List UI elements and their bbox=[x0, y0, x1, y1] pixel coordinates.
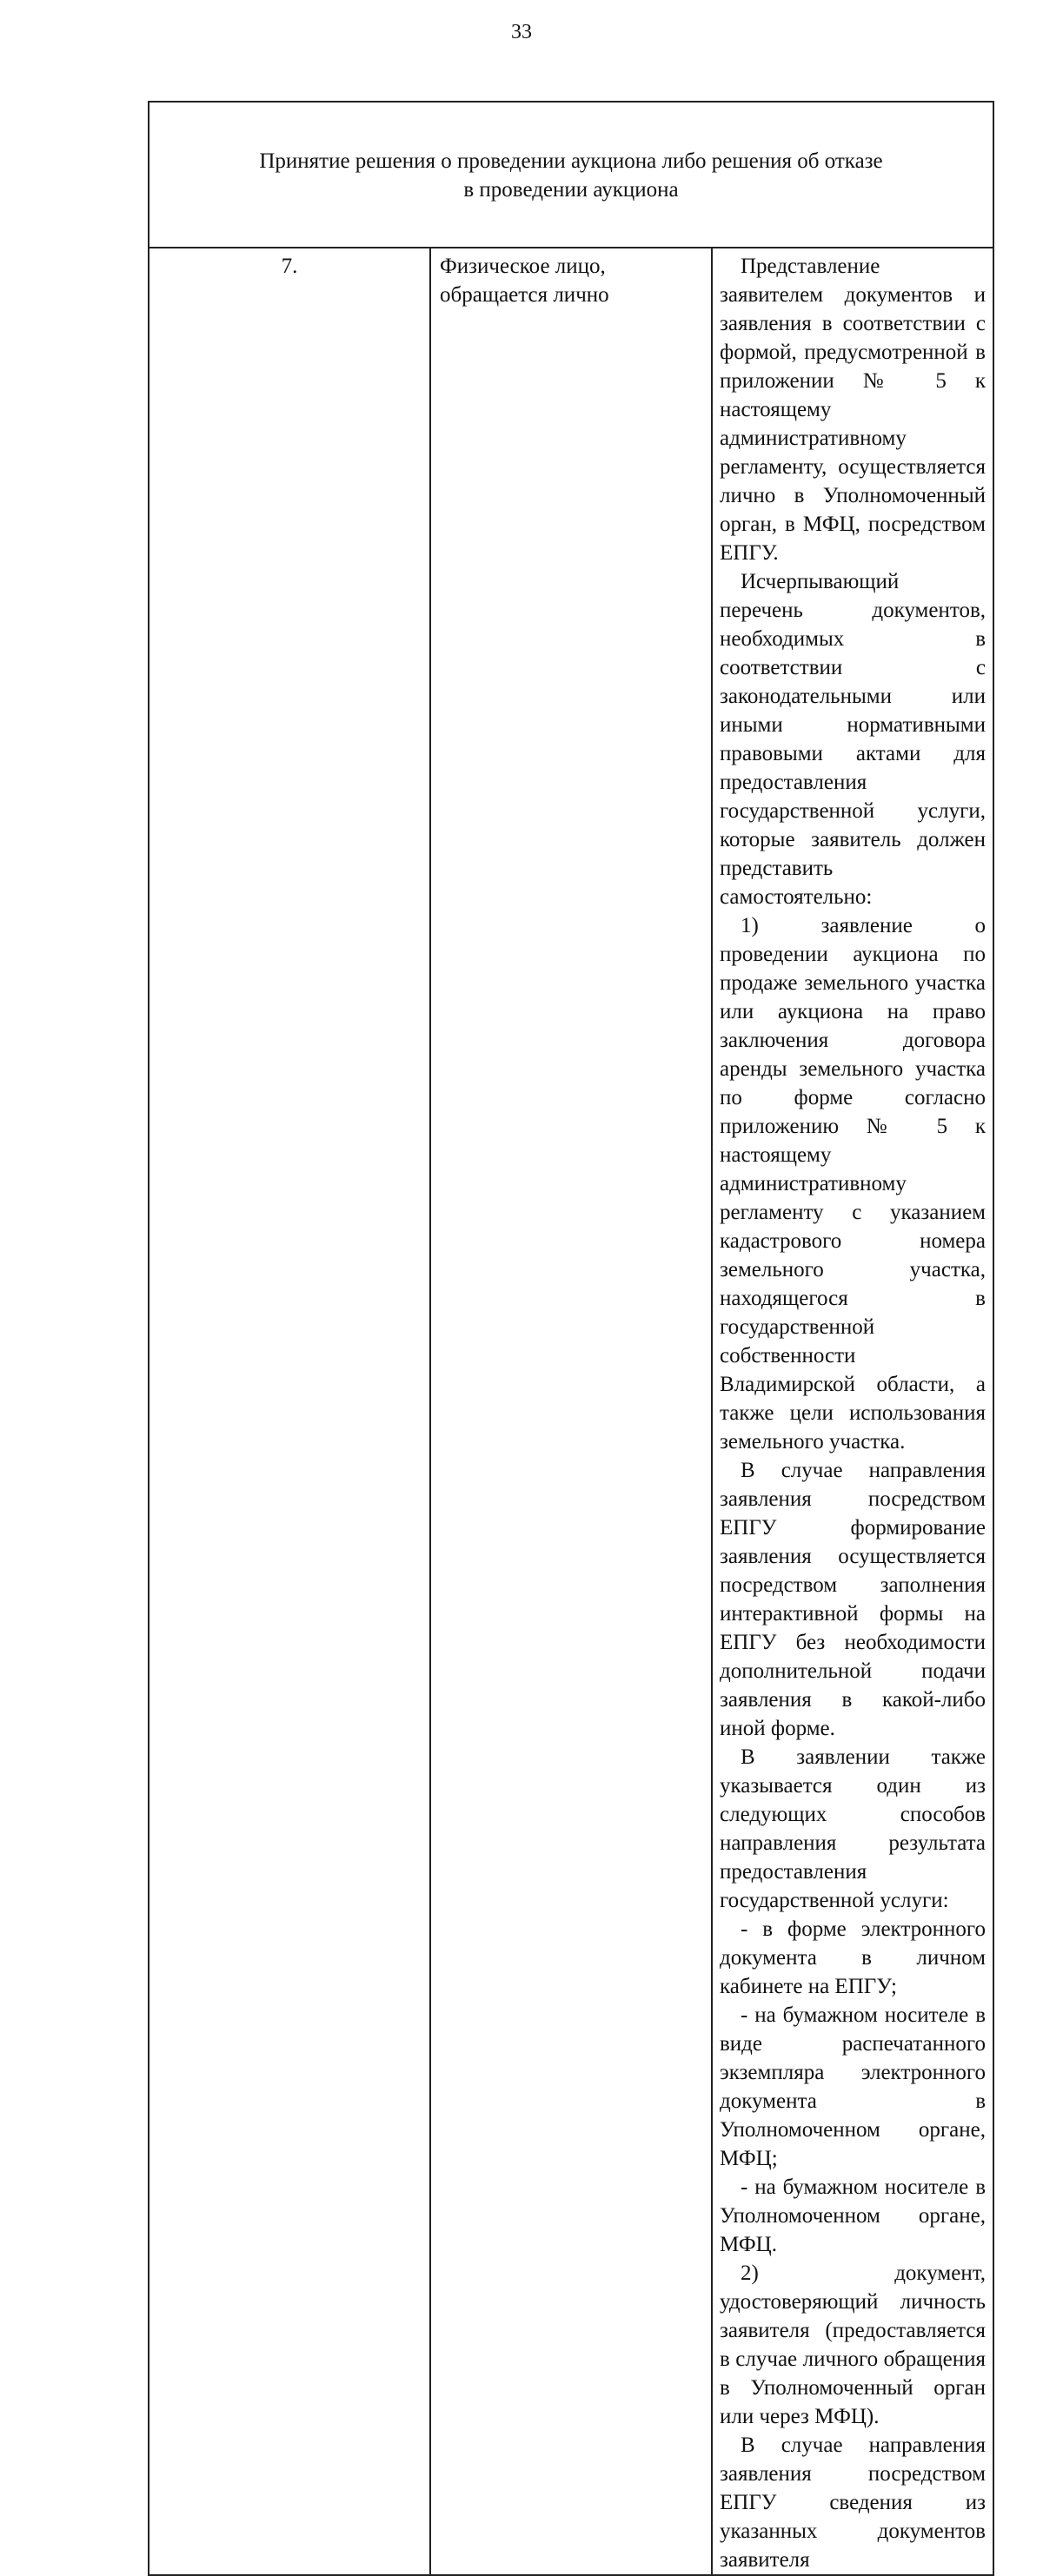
page-number: 33 bbox=[511, 21, 532, 43]
table-row bbox=[149, 248, 993, 2575]
applicant-line-2: обращается лично bbox=[440, 283, 609, 307]
row-number: 7. bbox=[149, 248, 430, 2575]
section-header-line-2: в проведении аукциона bbox=[463, 178, 679, 202]
applicant-cell bbox=[430, 248, 712, 2575]
paragraph: В заявлении также указывается один из следующих способов направления результата предоставления государственной услуги: bbox=[720, 1745, 986, 1912]
applicant-line-1: Физическое лицо, bbox=[440, 255, 606, 278]
paragraph: 2) документ, удостоверяющий личность заявителя (предоставляется в случае личного обращения в Уполномоченный орган или через МФЦ). bbox=[720, 2261, 986, 2428]
paragraph: В случае направления заявления посредством ЕПГУ формирование заявления осуществляется посредством заполнения интерактивной формы на ЕПГУ без необходимости дополнительной подачи заявления в какой-либо иной форме. bbox=[720, 1459, 986, 1740]
procedure-text-cell bbox=[712, 248, 993, 2575]
paragraph: Представление заявителем документов и заявления в соответствии с формой, предусмотренной в приложении № 5 к настоящему административному регламенту, осуществляется лично в Уполномоченный орган, в МФЦ, посредством ЕПГУ. bbox=[720, 255, 986, 565]
section-header bbox=[149, 102, 993, 248]
paragraph: - на бумажном носителе в Уполномоченном органе, МФЦ. bbox=[720, 2175, 986, 2256]
section-header-row bbox=[149, 102, 993, 248]
paragraph: Исчерпывающий перечень документов, необходимых в соответствии с законодательными или иными нормативными правовыми актами для предоставления государственной услуги, которые заявитель должен представить самостоятельно: bbox=[720, 570, 986, 909]
section-header-line-1: Принятие решения о проведении аукциона либо решения об отказе bbox=[259, 149, 883, 173]
paragraph: - на бумажном носителе в виде распечатанного экземпляра электронного документа в Уполномоченном органе, МФЦ; bbox=[720, 2003, 986, 2170]
paragraph: 1) заявление о проведении аукциона по продаже земельного участка или аукциона на право заключения договора аренды земельного участка по форме согласно приложению № 5 к настоящему административному регламенту с указанием кадастрового номера земельного участка, находящегося в государственной собственности Владимирской области, а также цели использования земельного участка. bbox=[720, 914, 986, 1454]
paragraph: - в форме электронного документа в личном кабинете на ЕПГУ; bbox=[720, 1917, 986, 1998]
paragraph: В случае направления заявления посредством ЕПГУ сведения из указанных документов заявителя bbox=[720, 2434, 986, 2572]
document-table bbox=[148, 101, 994, 2576]
